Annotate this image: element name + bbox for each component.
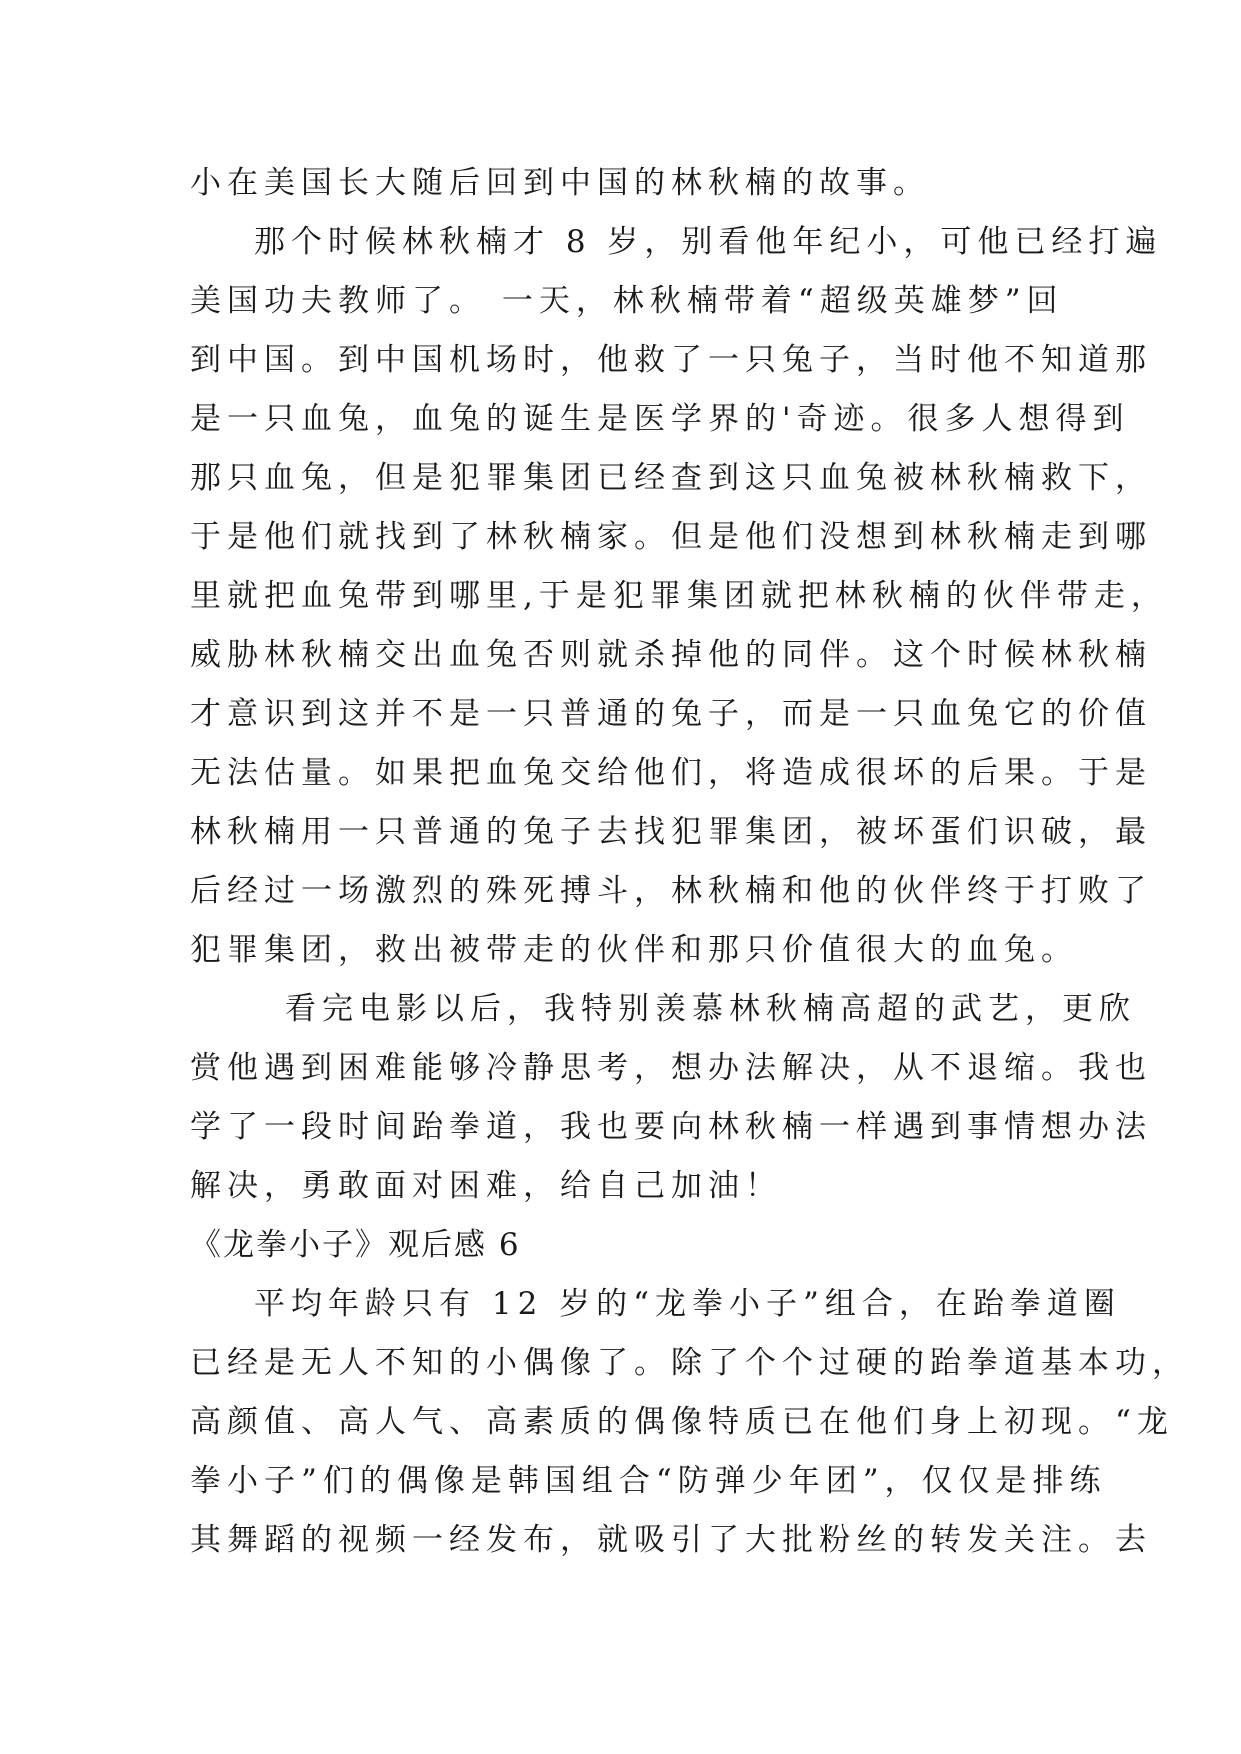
text-line: 美国功夫教师了。 一天，林秋楠带着“超级英雄梦”回 bbox=[190, 283, 1064, 319]
text-line: 学了一段时间跆拳道，我也要向林秋楠一样遇到事情想办法 bbox=[190, 1109, 1152, 1145]
text-line: 威胁林秋楠交出血兔否则就杀掉他的同伴。这个时候林秋楠 bbox=[190, 637, 1152, 673]
text-line: 后经过一场激烈的殊死搏斗，林秋楠和他的伙伴终于打败了 bbox=[190, 873, 1152, 909]
text-line: 才意识到这并不是一只普通的兔子，而是一只血兔它的价值 bbox=[190, 696, 1152, 732]
text-line: 那只血兔，但是犯罪集团已经查到这只血兔被林秋楠救下， bbox=[190, 460, 1152, 496]
text-line: 到中国。到中国机场时，他救了一只兔子，当时他不知道那 bbox=[190, 342, 1152, 378]
text-line: 已经是无人不知的小偶像了。除了个个过硬的跆拳道基本功， bbox=[190, 1345, 1189, 1381]
text-line: 无法估量。如果把血兔交给他们，将造成很坏的后果。于是 bbox=[190, 755, 1152, 791]
text-line: 小在美国长大随后回到中国的林秋楠的故事。 bbox=[190, 165, 930, 201]
text-line: 赏他遇到困难能够冷静思考，想办法解决，从不退缩。我也 bbox=[190, 1050, 1152, 1086]
text-line: 高颜值、高人气、高素质的偶像特质已在他们身上初现。“龙 bbox=[190, 1404, 1174, 1440]
section-title: 《龙拳小子》观后感 6 bbox=[190, 1227, 521, 1263]
text-line: 犯罪集团，救出被带走的伙伴和那只价值很大的血兔。 bbox=[190, 932, 1078, 968]
text-line: 是一只血兔，血兔的诞生是医学界的'奇迹。很多人想得到 bbox=[190, 401, 1130, 437]
paragraph-first-line: 平均年龄只有 12 岁的“龙拳小子”组合，在跆拳道圈 bbox=[254, 1286, 1121, 1322]
text-line: 林秋楠用一只普通的兔子去找犯罪集团，被坏蛋们识破，最 bbox=[190, 814, 1152, 850]
paragraph-first-line: 那个时候林秋楠才 8 岁，别看他年纪小，可他已经打遍 bbox=[254, 224, 1163, 260]
body-text bbox=[190, 154, 1189, 1570]
paragraph-first-line: 看完电影以后，我特别羡慕林秋楠高超的武艺，更欣 bbox=[285, 991, 1136, 1027]
text-line: 拳小子”们的偶像是韩国组合“防弹少年团”，仅仅是排练 bbox=[190, 1463, 1107, 1499]
text-line: 解决，勇敢面对困难，给自己加油！ bbox=[190, 1168, 782, 1204]
text-line: 里就把血兔带到哪里,于是犯罪集团就把林秋楠的伙伴带走， bbox=[190, 578, 1168, 614]
text-line: 于是他们就找到了林秋楠家。但是他们没想到林秋楠走到哪 bbox=[190, 519, 1152, 555]
text-line: 其舞蹈的视频一经发布，就吸引了大批粉丝的转发关注。去 bbox=[190, 1522, 1152, 1558]
